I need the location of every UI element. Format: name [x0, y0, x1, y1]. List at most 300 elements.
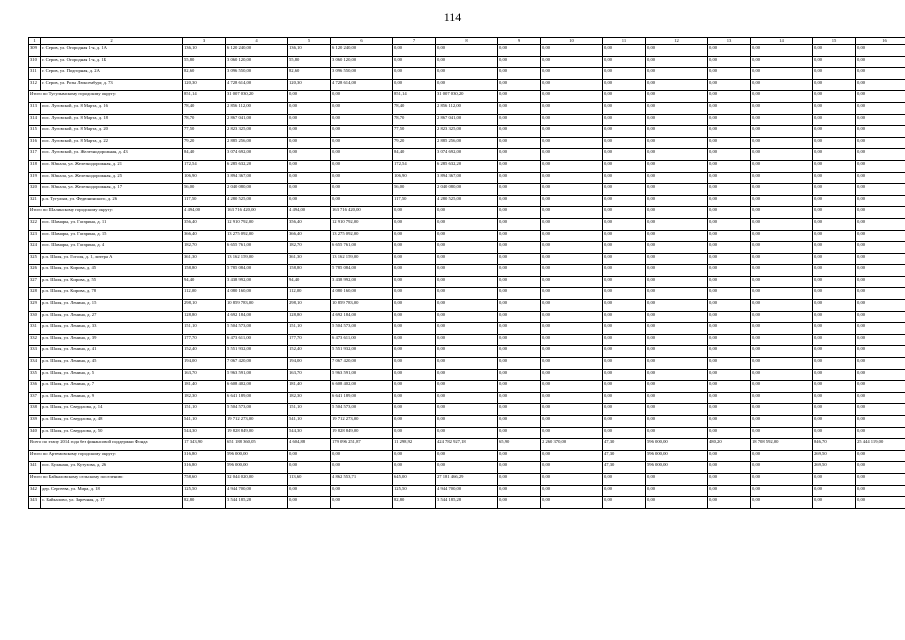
value-cell: 2 040 080,00	[226, 184, 288, 196]
value-cell: 596 000,00	[226, 462, 288, 474]
value-cell: 0,00	[813, 288, 856, 300]
value-cell: 0,00	[646, 218, 708, 230]
value-cell: 0,00	[288, 195, 331, 207]
value-cell: 4 494,00	[183, 207, 226, 219]
value-cell: 0,00	[708, 311, 751, 323]
address-cell: р.п. Шаля, ул. Свердлова, д. 50	[41, 427, 183, 439]
row-number: 328	[29, 288, 41, 300]
row-number: 334	[29, 358, 41, 370]
table-row	[29, 160, 905, 172]
value-cell: 84,40	[393, 149, 436, 161]
address-cell: р.п. Шаля, ул. Ленина, д. 33	[41, 323, 183, 335]
value-cell: 0,00	[751, 68, 813, 80]
table-row	[29, 56, 905, 68]
value-cell: 0,00	[708, 126, 751, 138]
value-cell: 79,20	[393, 137, 436, 149]
value-cell: 0,00	[393, 334, 436, 346]
value-cell: 4 944 700,00	[436, 485, 498, 497]
table-row	[29, 288, 905, 300]
column-number: 12	[646, 38, 708, 45]
value-cell: 0,00	[813, 184, 856, 196]
value-cell: 7 067 420,00	[226, 358, 288, 370]
value-cell: 0,00	[813, 68, 856, 80]
value-cell: 0,00	[603, 230, 646, 242]
value-cell: 5 963 591,00	[226, 369, 288, 381]
value-cell: 0,00	[856, 288, 905, 300]
column-number: 7	[393, 38, 436, 45]
value-cell: 0,00	[603, 160, 646, 172]
row-number: 326	[29, 265, 41, 277]
value-cell: 0,00	[603, 126, 646, 138]
value-cell: 0,00	[498, 450, 541, 462]
row-number: 320	[29, 184, 41, 196]
column-number: 9	[498, 38, 541, 45]
value-cell: 3 096 550,00	[226, 68, 288, 80]
value-cell: 2 856 112,00	[436, 102, 498, 114]
value-cell: 0,00	[541, 218, 603, 230]
value-cell: 0,00	[646, 311, 708, 323]
table-row	[29, 381, 905, 393]
value-cell: 0,00	[436, 381, 498, 393]
row-number: 327	[29, 276, 41, 288]
value-cell: 0,00	[603, 137, 646, 149]
value-cell: 56,00	[393, 184, 436, 196]
value-cell: 0,00	[436, 253, 498, 265]
value-cell: 112,00	[288, 288, 331, 300]
row-number: 340	[29, 427, 41, 439]
value-cell: 0,00	[751, 207, 813, 219]
column-number: 3	[183, 38, 226, 45]
value-cell: 0,00	[646, 91, 708, 103]
value-cell: 181,40	[183, 381, 226, 393]
value-cell: 0,00	[393, 300, 436, 312]
table-row	[29, 102, 905, 114]
value-cell: 356,40	[288, 218, 331, 230]
table-row	[29, 126, 905, 138]
value-cell: 3 894 367,00	[436, 172, 498, 184]
address-cell: г. Серов, ул. Огородная 1-я, д. 1А	[41, 45, 183, 57]
value-cell: 0,00	[541, 56, 603, 68]
value-cell: 12 910 792,00	[331, 218, 393, 230]
value-cell: 117,50	[183, 195, 226, 207]
value-cell: 0,00	[436, 450, 498, 462]
value-cell: 0,00	[436, 56, 498, 68]
value-cell: 0,00	[393, 242, 436, 254]
value-cell: 0,00	[498, 79, 541, 91]
value-cell: 0,00	[646, 230, 708, 242]
value-cell: 0,00	[541, 497, 603, 509]
value-cell: 0,00	[856, 416, 905, 428]
value-cell: 151,10	[288, 323, 331, 335]
value-cell: 0,00	[708, 242, 751, 254]
table-row	[29, 497, 905, 509]
table-row	[29, 346, 905, 358]
table-row	[29, 45, 905, 57]
value-cell: 79,20	[183, 137, 226, 149]
value-cell: 0,00	[708, 79, 751, 91]
value-cell: 0,00	[498, 381, 541, 393]
value-cell: 0,00	[331, 485, 393, 497]
table-row	[29, 300, 905, 312]
table-row	[29, 427, 905, 439]
value-cell: 3 544 185,28	[226, 497, 288, 509]
value-cell: 0,00	[751, 253, 813, 265]
page-number: 114	[443, 10, 462, 24]
value-cell: 106,90	[393, 172, 436, 184]
total-label: Всего по этапу 2014 года без финансовой поддержки Фонда	[29, 439, 183, 451]
value-cell: 0,00	[813, 381, 856, 393]
value-cell: 0,00	[393, 218, 436, 230]
value-cell: 0,00	[393, 323, 436, 335]
value-cell: 0,00	[751, 265, 813, 277]
value-cell: 4 862 553,71	[331, 473, 393, 485]
value-cell: 78,40	[393, 102, 436, 114]
value-cell: 0,00	[708, 358, 751, 370]
value-cell: 0,00	[646, 346, 708, 358]
value-cell: 82,80	[393, 497, 436, 509]
row-number: 343	[29, 497, 41, 509]
address-cell: р.п. Шаля, ул. Ленина, д. 45	[41, 358, 183, 370]
row-number: 335	[29, 369, 41, 381]
value-cell: 0,00	[813, 358, 856, 370]
value-cell: 0,00	[813, 149, 856, 161]
value-cell: 0,00	[708, 276, 751, 288]
value-cell: 269,50	[813, 462, 856, 474]
value-cell: 0,00	[751, 114, 813, 126]
value-cell: 0,00	[498, 358, 541, 370]
value-cell: 0,00	[856, 323, 905, 335]
value-cell: 3 544 185,28	[436, 497, 498, 509]
address-cell: г. Серов, ул. Розы Люксембург, д. 73	[41, 79, 183, 91]
value-cell: 0,00	[541, 369, 603, 381]
value-cell: 0,00	[646, 253, 708, 265]
value-cell: 0,00	[708, 288, 751, 300]
value-cell: 0,00	[813, 311, 856, 323]
value-cell: 0,00	[646, 497, 708, 509]
value-cell: 151,10	[183, 404, 226, 416]
value-cell: 0,00	[751, 137, 813, 149]
value-cell: 3 438 992,00	[331, 276, 393, 288]
value-cell: 0,00	[498, 265, 541, 277]
row-number: 321	[29, 195, 41, 207]
value-cell: 0,00	[436, 79, 498, 91]
table-row	[29, 195, 905, 207]
value-cell: 10 859 783,00	[226, 300, 288, 312]
value-cell: 6 120 240,00	[226, 45, 288, 57]
column-number: 15	[813, 38, 856, 45]
value-cell: 0,00	[393, 45, 436, 57]
value-cell: 0,00	[856, 230, 905, 242]
value-cell: 0,00	[856, 195, 905, 207]
table-row	[29, 392, 905, 404]
value-cell: 0,00	[603, 416, 646, 428]
value-cell: 366,40	[183, 230, 226, 242]
value-cell: 172,54	[393, 160, 436, 172]
row-number: 330	[29, 311, 41, 323]
value-cell: 0,00	[603, 68, 646, 80]
value-cell: 163 716 420,00	[331, 207, 393, 219]
value-cell: 0,00	[856, 102, 905, 114]
value-cell: 0,00	[646, 126, 708, 138]
value-cell: 0,00	[541, 195, 603, 207]
value-cell: 0,00	[393, 79, 436, 91]
value-cell: 0,00	[856, 218, 905, 230]
address-cell: р.п. Шаля, ул. Ленина, д. 9	[41, 392, 183, 404]
value-cell: 0,00	[646, 265, 708, 277]
table-row	[29, 114, 905, 126]
value-cell: 0,00	[436, 207, 498, 219]
value-cell: 177,70	[288, 334, 331, 346]
value-cell: 596 000,00	[226, 450, 288, 462]
value-cell: 151,10	[288, 404, 331, 416]
value-cell: 0,00	[603, 218, 646, 230]
value-cell: 0,00	[708, 369, 751, 381]
value-cell: 0,00	[856, 207, 905, 219]
column-number: 10	[541, 38, 603, 45]
value-cell: 0,00	[813, 242, 856, 254]
value-cell: 55,80	[183, 56, 226, 68]
value-cell: 0,00	[751, 102, 813, 114]
value-cell: 0,00	[646, 276, 708, 288]
value-cell: 0,00	[646, 242, 708, 254]
value-cell: 5 785 084,00	[226, 265, 288, 277]
value-cell: 0,00	[541, 126, 603, 138]
value-cell: 0,00	[498, 427, 541, 439]
value-cell: 356,40	[183, 218, 226, 230]
table-row	[29, 485, 905, 497]
address-cell: р.п. Тугулым, ул. Федюнинского, д. 26	[41, 195, 183, 207]
value-cell: 0,00	[813, 404, 856, 416]
value-cell: 19 828 849,00	[226, 427, 288, 439]
value-cell: 0,00	[603, 323, 646, 335]
value-cell: 851,14	[183, 91, 226, 103]
value-cell: 0,00	[603, 497, 646, 509]
value-cell: 77,50	[393, 126, 436, 138]
value-cell: 32 044 020,00	[226, 473, 288, 485]
value-cell: 5 504 573,00	[226, 404, 288, 416]
value-cell: 3 060 120,00	[331, 56, 393, 68]
value-cell: 11 298,92	[393, 439, 436, 451]
value-cell: 82,80	[183, 497, 226, 509]
value-cell: 0,00	[813, 230, 856, 242]
value-cell: 31 007 030,20	[436, 91, 498, 103]
value-cell: 0,00	[813, 79, 856, 91]
table-row	[29, 462, 905, 474]
table-row	[29, 404, 905, 416]
value-cell: 0,00	[603, 427, 646, 439]
value-cell: 0,00	[751, 56, 813, 68]
value-cell: 0,00	[751, 416, 813, 428]
row-number: 314	[29, 114, 41, 126]
value-cell: 0,00	[541, 485, 603, 497]
value-cell: 0,00	[498, 149, 541, 161]
value-cell: 0,00	[331, 114, 393, 126]
value-cell: 5 963 591,00	[331, 369, 393, 381]
value-cell: 0,00	[751, 79, 813, 91]
value-cell: 0,00	[541, 79, 603, 91]
value-cell: 0,00	[813, 300, 856, 312]
value-cell: 0,00	[813, 160, 856, 172]
column-number: 14	[751, 38, 813, 45]
value-cell: 0,00	[856, 473, 905, 485]
value-cell: 0,00	[436, 276, 498, 288]
value-cell: 0,00	[751, 300, 813, 312]
value-cell: 0,00	[498, 137, 541, 149]
value-cell: 2 823 325,00	[226, 126, 288, 138]
value-cell: 0,00	[603, 56, 646, 68]
row-number: 311	[29, 68, 41, 80]
column-number: 16	[856, 38, 905, 45]
row-number: 317	[29, 149, 41, 161]
address-cell: пос. Луговской, ул. Железнодорожная, д. 43	[41, 149, 183, 161]
value-cell: 0,00	[708, 323, 751, 335]
value-cell: 0,00	[288, 172, 331, 184]
total-label: Итого по Байкаловскому сельскому поселению:	[29, 473, 183, 485]
table-row	[29, 369, 905, 381]
value-cell: 0,00	[813, 334, 856, 346]
value-cell: 0,00	[813, 218, 856, 230]
value-cell: 6 641 189,00	[331, 392, 393, 404]
value-cell: 5 504 573,00	[226, 323, 288, 335]
value-cell: 0,00	[813, 323, 856, 335]
value-cell: 4 728 614,00	[331, 79, 393, 91]
value-cell: 0,00	[498, 242, 541, 254]
value-cell: 0,00	[393, 230, 436, 242]
value-cell: 316,80	[183, 450, 226, 462]
value-cell: 0,00	[498, 114, 541, 126]
value-cell: 0,00	[856, 184, 905, 196]
total-label: Итого по Тугулымскому городскому округу:	[29, 91, 183, 103]
value-cell: 0,00	[813, 207, 856, 219]
value-cell: 0,00	[856, 381, 905, 393]
value-cell: 82,60	[288, 68, 331, 80]
value-cell: 0,00	[708, 137, 751, 149]
value-cell: 0,00	[331, 102, 393, 114]
value-cell: 0,00	[751, 218, 813, 230]
value-cell: 13 275 092,00	[331, 230, 393, 242]
value-cell: 56,00	[183, 184, 226, 196]
value-cell: 0,00	[708, 462, 751, 474]
address-cell: р.п. Шаля, ул. Кирова, д. 78	[41, 288, 183, 300]
value-cell: 47,30	[603, 450, 646, 462]
value-cell: 0,00	[856, 137, 905, 149]
value-cell: 0,00	[603, 184, 646, 196]
address-cell: пос. Шамары, ул. Гагарина, д. 4	[41, 242, 183, 254]
address-cell: р.п. Шаля, ул. Свердлова, д. 14	[41, 404, 183, 416]
value-cell: 0,00	[751, 462, 813, 474]
value-cell: 0,00	[498, 497, 541, 509]
value-cell: 0,00	[603, 300, 646, 312]
value-cell: 0,00	[541, 68, 603, 80]
value-cell: 2 823 325,00	[436, 126, 498, 138]
value-cell: 0,00	[331, 195, 393, 207]
value-cell: 47,30	[603, 439, 646, 451]
value-cell: 0,00	[603, 172, 646, 184]
table-body	[29, 38, 905, 509]
value-cell: 596 000,00	[646, 439, 708, 451]
total-label: Итого по Шалинскому городскому округу:	[29, 207, 183, 219]
value-cell: 0,00	[856, 450, 905, 462]
value-cell: 0,00	[856, 253, 905, 265]
address-cell: пос. Юшала, ул. Железнодорожная, д. 17	[41, 184, 183, 196]
value-cell: 0,00	[393, 450, 436, 462]
address-cell: дер. Сергеева, ул. Мира, д. 18	[41, 485, 183, 497]
value-cell: 0,00	[436, 427, 498, 439]
value-cell: 846,70	[813, 439, 856, 451]
value-cell: 27 181 466,29	[436, 473, 498, 485]
value-cell: 0,00	[751, 450, 813, 462]
value-cell: 0,00	[751, 497, 813, 509]
value-cell: 0,00	[436, 288, 498, 300]
value-cell: 4 728 614,00	[226, 79, 288, 91]
value-cell: 0,00	[498, 160, 541, 172]
value-cell: 0,00	[751, 323, 813, 335]
value-cell: 0,00	[288, 497, 331, 509]
value-cell: 0,00	[288, 149, 331, 161]
value-cell: 0,00	[708, 416, 751, 428]
value-cell: 0,00	[498, 45, 541, 57]
value-cell: 0,00	[646, 485, 708, 497]
value-cell: 0,00	[541, 450, 603, 462]
value-cell: 94,40	[183, 276, 226, 288]
value-cell: 316,80	[183, 462, 226, 474]
value-cell: 0,00	[541, 300, 603, 312]
value-cell: 0,00	[436, 218, 498, 230]
value-cell: 0,00	[541, 427, 603, 439]
row-number: 309	[29, 45, 41, 57]
value-cell: 182,70	[183, 242, 226, 254]
value-cell: 5 504 573,00	[331, 404, 393, 416]
value-cell: 0,00	[541, 253, 603, 265]
table-row	[29, 276, 905, 288]
value-cell: 152,40	[183, 346, 226, 358]
value-cell: 4 944 700,00	[226, 485, 288, 497]
value-cell: 0,00	[393, 68, 436, 80]
value-cell: 0,00	[856, 56, 905, 68]
value-cell: 0,00	[856, 91, 905, 103]
value-cell: 0,00	[288, 160, 331, 172]
value-cell: 0,00	[646, 427, 708, 439]
value-cell: 0,00	[708, 450, 751, 462]
value-cell: 4 494,00	[288, 207, 331, 219]
value-cell: 0,00	[646, 114, 708, 126]
value-cell: 0,00	[646, 404, 708, 416]
value-cell: 0,00	[541, 149, 603, 161]
value-cell: 0,00	[708, 497, 751, 509]
value-cell: 177,70	[183, 334, 226, 346]
value-cell: 0,00	[751, 184, 813, 196]
value-cell: 0,00	[751, 473, 813, 485]
value-cell: 3 438 992,00	[226, 276, 288, 288]
row-number: 319	[29, 172, 41, 184]
value-cell: 0,00	[541, 416, 603, 428]
value-cell: 128,80	[288, 311, 331, 323]
value-cell: 0,00	[646, 392, 708, 404]
value-cell: 0,00	[436, 323, 498, 335]
row-number: 315	[29, 126, 41, 138]
value-cell: 0,00	[541, 276, 603, 288]
value-cell: 112,00	[183, 288, 226, 300]
value-cell: 0,00	[498, 184, 541, 196]
value-cell: 0,00	[813, 45, 856, 57]
value-cell: 0,00	[541, 102, 603, 114]
value-cell: 0,00	[436, 45, 498, 57]
value-cell: 13 162 159,00	[226, 253, 288, 265]
column-number: 1	[29, 38, 41, 45]
column-number: 11	[603, 38, 646, 45]
value-cell: 0,00	[498, 485, 541, 497]
value-cell: 0,00	[541, 381, 603, 393]
